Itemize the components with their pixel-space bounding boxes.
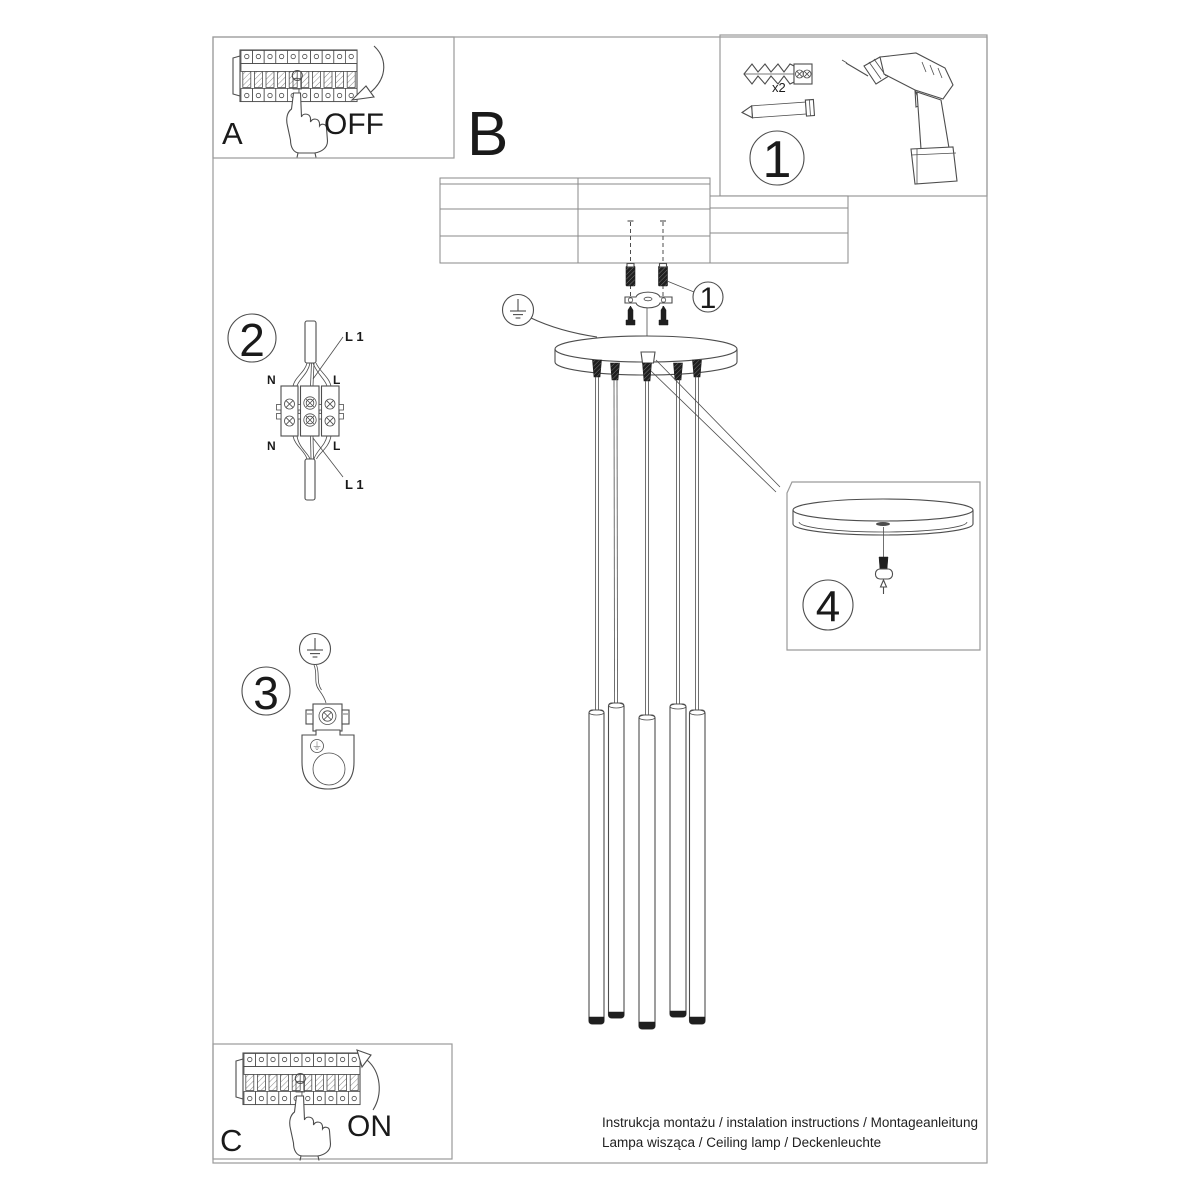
terminal-block-icon xyxy=(277,386,344,436)
wire-label-n-top: N xyxy=(267,373,276,387)
step-4-badge xyxy=(803,580,853,632)
panel-a xyxy=(213,37,454,158)
panel-1-tools xyxy=(720,35,987,196)
step-4-number: 4 xyxy=(815,582,841,632)
screw-icon xyxy=(742,100,815,121)
ground-terminal-icon xyxy=(306,704,349,731)
panel-4-detail xyxy=(787,482,980,650)
step-2-badge xyxy=(228,314,276,366)
panel-c xyxy=(213,1044,452,1161)
footer-line-2: Lampa wisząca / Ceiling lamp / Deckenleuchte xyxy=(602,1135,882,1150)
pendant-cables xyxy=(596,377,699,715)
pointing-hand-icon xyxy=(290,1096,331,1161)
ground-wire xyxy=(531,318,597,337)
wire-label-l-top: L xyxy=(333,373,341,387)
panel-b-label: B xyxy=(467,100,509,169)
wall-plugs xyxy=(626,264,668,287)
drill-icon xyxy=(842,53,957,184)
gland-insert xyxy=(876,527,893,594)
panel-c-action: ON xyxy=(347,1110,392,1143)
ground-wire xyxy=(314,665,326,703)
step-3-badge xyxy=(242,667,290,719)
panel-a-label: A xyxy=(222,116,243,151)
wires-top xyxy=(293,363,331,386)
mounting-plate-icon xyxy=(302,730,354,789)
wire-label-l1-bottom: L 1 xyxy=(345,477,364,492)
step-1-callout xyxy=(667,281,723,315)
detail-leader-lines xyxy=(651,360,780,492)
panel-a-action: OFF xyxy=(324,108,384,141)
cable-sleeve-top xyxy=(305,321,316,363)
panel-3-grounding xyxy=(242,634,354,790)
step-3-number: 3 xyxy=(253,667,279,719)
pendant-tube xyxy=(589,710,604,1024)
step-1-number: 1 xyxy=(762,131,792,189)
wire-label-l1-top: L 1 xyxy=(345,329,364,344)
step-1-badge xyxy=(750,131,804,189)
gland-cap xyxy=(641,352,655,363)
panel-c-label: C xyxy=(220,1123,243,1158)
pointing-hand-icon xyxy=(287,93,328,158)
footer-line-1: Instrukcja montażu / instalation instructions / Montageanleitung xyxy=(602,1115,978,1130)
wire-label-l-bottom: L xyxy=(333,439,341,453)
ground-symbol xyxy=(503,295,598,338)
pendant-tube xyxy=(690,710,706,1024)
step-2-number: 2 xyxy=(239,314,265,366)
cable-sleeve-bottom xyxy=(305,459,315,500)
pendant-tubes xyxy=(589,703,705,1029)
pendant-tube xyxy=(639,715,655,1029)
canopy-detail xyxy=(793,499,973,535)
wires-bottom xyxy=(293,436,331,459)
gland-hole xyxy=(876,522,890,526)
wall-plug-quantity: x2 xyxy=(772,80,786,95)
arrow-up-icon xyxy=(881,580,887,587)
ceiling-planks xyxy=(440,178,848,263)
ground-symbol xyxy=(300,634,331,665)
pendant-tube xyxy=(609,703,625,1018)
callout-1-number: 1 xyxy=(699,282,717,315)
pendant-tube xyxy=(670,704,686,1017)
panel-2-wiring xyxy=(228,314,364,500)
wire-label-n-bottom: N xyxy=(267,439,276,453)
footer xyxy=(602,1115,978,1150)
